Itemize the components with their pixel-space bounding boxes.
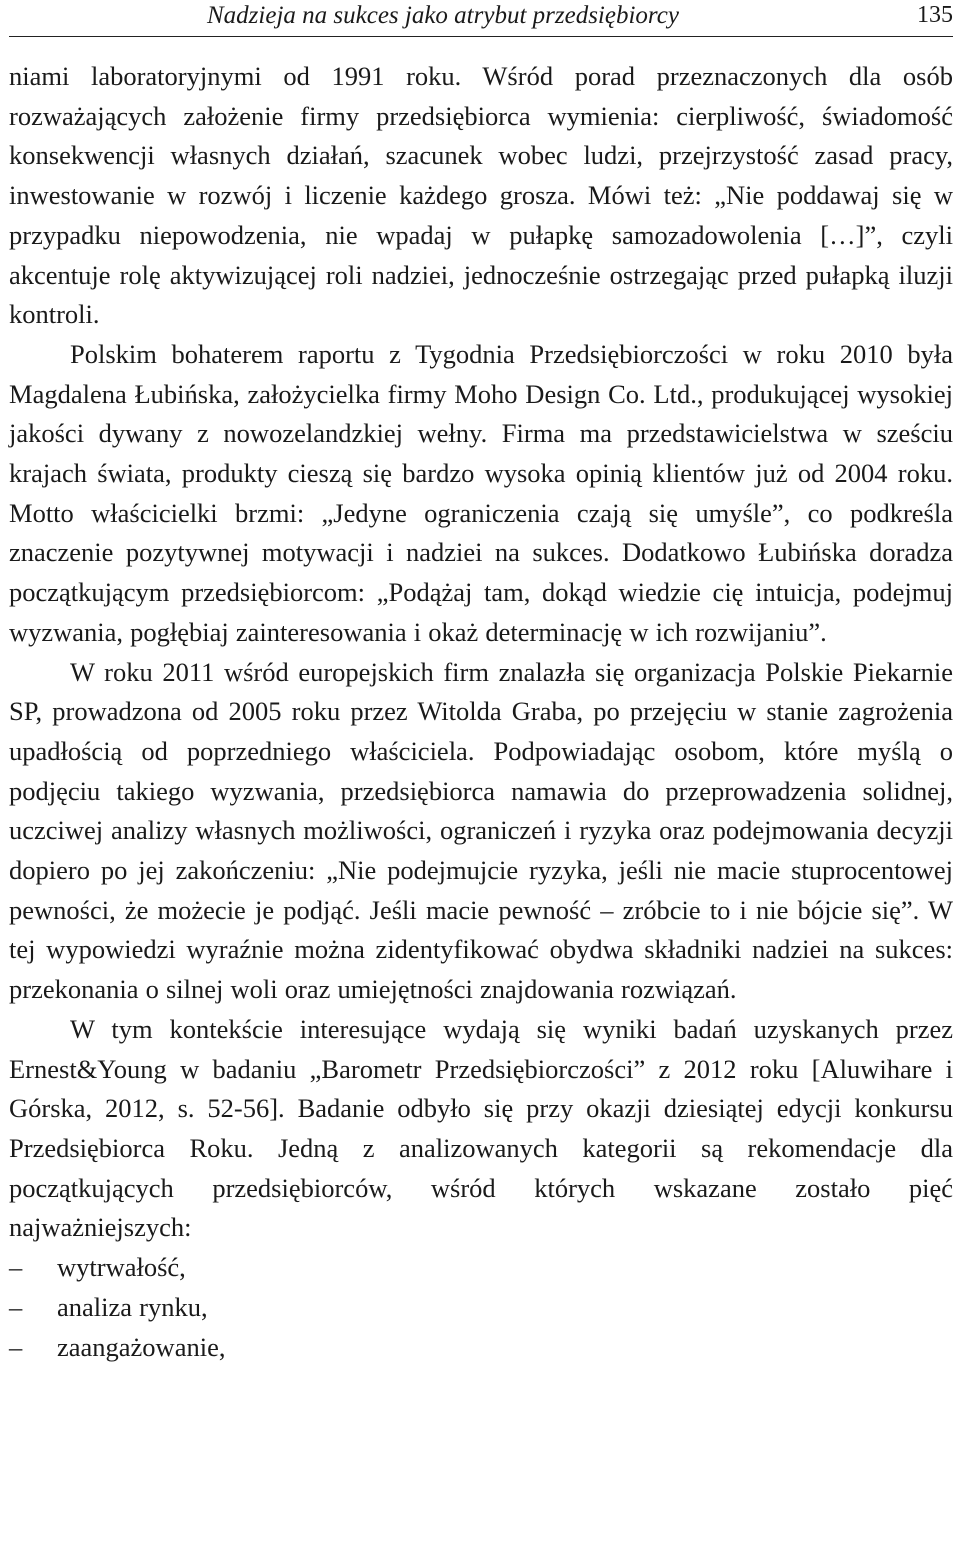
list-item-text: analiza rynku, bbox=[57, 1291, 208, 1322]
body-text bbox=[9, 57, 953, 1367]
paragraph-polskie-piekarnie: W roku 2011 wśród europejskich firm znalazła się organizacja Polskie Piekarnie SP, prowadzona od 2005 roku przez Witolda Graba, po przejęciu w stanie zagrożenia upadłością od poprzedniego właściciela. Podpowiadając osobom, które myślą o podjęciu takiego wyzwania, przedsiębiorca namawia do przeprowadzenia solidnej, uczciwej analizy własnych możliwości, ograniczeń i ryzyka oraz podejmowania decyzji dopiero po jej zakończeniu: „Nie podejmujcie ryzyka, jeśli nie macie stuprocentowej pewności, że możecie je podjąć. Jeśli macie pewność – zróbcie to i nie bójcie się”. W tej wypowiedzi wyraźnie można zidentyfikować obydwa składniki nadziei na sukces: przekonania o silnej woli oraz umiejętności znajdowania rozwiązań. bbox=[9, 656, 953, 1005]
list-item bbox=[9, 1288, 953, 1328]
dash-bullet-icon: – bbox=[9, 1331, 23, 1362]
page-number: 135 bbox=[917, 2, 953, 28]
running-title: Nadzieja na sukces jako atrybut przedsiębiorcy bbox=[207, 2, 679, 29]
dash-bullet-icon: – bbox=[9, 1252, 23, 1283]
paragraph-lubinska: Polskim bohaterem raportu z Tygodnia Przedsiębiorczości w roku 2010 była Magdalena Łubińska, założycielka firmy Moho Design Co. Ltd., produkującej wysokiej jakości dywany z nowozelandzkiej wełny. Firma ma przedstawicielstwa w sześciu krajach świata, produkty cieszą się bardzo wysoka opinią klientów już od 2004 roku. Motto właścicielki brzmi: „Jedyne ograniczenia czają się umyśle”, co podkreśla znaczenie pozytywnej motywacji i nadziei na sukces. Dodatkowo Łubińska doradza początkującym przedsiębiorcom: „Podążaj tam, dokąd wiedzie cię intuicja, podejmuj wyzwania, pogłębiaj zainteresowania i okaż determinację w ich rozwijaniu”. bbox=[9, 338, 953, 647]
list-item bbox=[9, 1248, 953, 1288]
dash-bullet-icon: – bbox=[9, 1291, 23, 1322]
document-page bbox=[9, 0, 953, 1367]
paragraph-continuation: niami laboratoryjnymi od 1991 roku. Wśród porad przeznaczonych dla osób rozważających założenie firmy przedsiębiorca wymienia: cierpliwość, świadomość konsekwencji własnych działań, szacunek wobec ludzi, przejrzystość zasad pracy, inwestowanie w rozwój i liczenie każdego grosza. Mówi też: „Nie poddawaj się w przypadku niepowodzenia, nie wpadaj w pułapkę samozadowolenia […]”, czyli akcentuje rolę aktywizującej roli nadziei, jednocześnie ostrzegając przed pułapką iluzji kontroli. bbox=[9, 61, 953, 330]
running-header bbox=[9, 0, 953, 37]
list-item-text: wytrwałość, bbox=[57, 1252, 186, 1283]
list-item bbox=[9, 1328, 953, 1368]
recommendations-list bbox=[9, 1248, 953, 1367]
list-item-text: zaangażowanie, bbox=[57, 1331, 226, 1362]
paragraph-barometr: W tym kontekście interesujące wydają się wyniki badań uzyskanych przez Ernest&Young w badaniu „Barometr Przedsiębiorczości” z 2012 roku [Aluwihare i Górska, 2012, s. 52-56]. Badanie odbyło się przy okazji dziesiątej edycji konkursu Przedsiębiorca Roku. Jedną z analizowanych kategorii są rekomendacje dla początkujących przedsiębiorców, wśród których wskazane zostało pięć najważniejszych: bbox=[9, 1013, 953, 1243]
